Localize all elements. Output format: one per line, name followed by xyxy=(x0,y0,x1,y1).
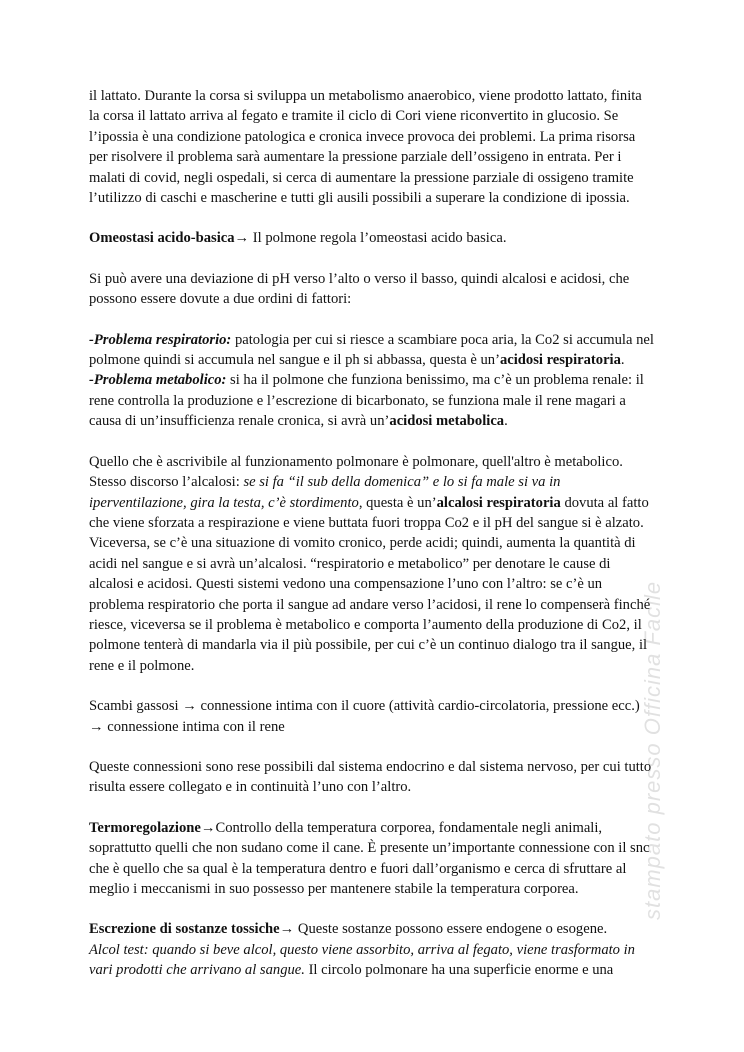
arrow-icon: → xyxy=(200,819,216,836)
paragraph-termoregolazione xyxy=(89,818,655,900)
term-problema-metabolico: -Problema metabolico: xyxy=(89,372,227,389)
text: . xyxy=(620,352,625,369)
paragraph-alcalosi xyxy=(89,452,655,676)
section-title-termoregolazione: Termoregolazione xyxy=(89,819,201,836)
italic-example: se si fa “il sub della domenica” e lo si fa male si va in iperventilazione, gira la testa, c’è stordimento xyxy=(89,474,561,511)
paragraph-escrezione xyxy=(89,919,655,939)
paragraph-alcol-test xyxy=(89,940,655,981)
paragraph-problema-respiratorio xyxy=(89,330,655,371)
section-title-omeostasi: Omeostasi acido-basica xyxy=(89,230,235,247)
paragraph-omeostasi-heading xyxy=(89,228,655,248)
text: , questa è un’ xyxy=(358,494,437,511)
text: Il polmone regola l’omeostasi acido basica. xyxy=(249,230,507,247)
arrow-icon: → xyxy=(279,921,295,938)
text: Si può avere una deviazione di pH verso l’alto o verso il basso, quindi alcalosi e acidosi, che possono essere dovute a due ordini di fattori: xyxy=(89,270,630,308)
text: si ha il polmone che funziona benissimo, ma c’è un problema renale: il rene controlla la produzione e l’escrezione di bicarbonato, se funziona male il rene magari a causa di un’insufficienza renale cronica, si avrà un’ xyxy=(89,372,644,430)
paragraph-scambi-gassosi xyxy=(89,696,655,737)
text: Controllo della temperatura corporea, fondamentale negli animali, soprattutto quelli che non sudano come il cane. È presente un’importante connessione con il snc che è quello che sa qual è la temperatura dentro e fuori dall’organismo e cerca di sfruttare al meglio i meccanismi in suo possesso per mantenere stabile la temperatura corporea. xyxy=(89,819,650,897)
text: Scambi gassosi → connessione intima con il cuore (attività cardio-circolatoria, pressione ecc.) → connessione intima con il rene xyxy=(89,698,640,735)
text: Queste connessioni sono rese possibili dal sistema endocrino e dal sistema nervoso, per cui tutto risulta essere collegato e in continuità l’uno con l’altro. xyxy=(89,758,652,796)
text: Queste sostanze possono essere endogene o esogene. xyxy=(294,921,608,938)
text: patologia per cui si riesce a scambiare poca aria, la Co2 si accumula nel polmone quindi si accumula nel sangue e il ph si abbassa, questa è un’ xyxy=(89,331,654,369)
term-acidosi-metabolica: acidosi metabolica xyxy=(389,413,505,430)
paragraph-deviazione-ph xyxy=(89,269,655,310)
paragraph-problema-metabolico xyxy=(89,370,655,431)
italic-alcol-test: Alcol test: quando si beve alcol, questo viene assorbito, arriva al fegato, viene trasformato in vari prodotti che arrivano al sangue. xyxy=(89,941,635,979)
term-problema-respiratorio: -Problema respiratorio: xyxy=(89,331,232,348)
term-acidosi-respiratoria: acidosi respiratoria xyxy=(499,352,621,369)
text: . xyxy=(504,413,508,430)
text: Quello che è ascrivibile al funzionamento polmonare è polmonare, quell'altro è metabolico. Stesso discorso l’alcalosi: xyxy=(89,453,623,491)
section-title-escrezione: Escrezione di sostanze tossiche xyxy=(89,921,280,938)
paragraph-connessioni xyxy=(89,757,655,798)
document-page xyxy=(89,86,655,981)
paragraph-ipossia xyxy=(89,86,655,208)
text: il lattato. Durante la corsa si sviluppa un metabolismo anaerobico, viene prodotto lattato, finita la corsa il lattato arriva al fegato e tramite il ciclo di Cori viene riconvertito in glucosio. Se l’ipossia è una condizione patologica e cronica invece provoca dei problemi. La prima risorsa per risolvere il problema sarà aumentare la pressione parziale dell’ossigeno in entrata. Per i malati di covid, negli ospedali, si cerca di aumentare la pressione parziale di ossigeno tramite l’utilizzo di caschi e mascherine e tutti gli ausili possibili a superare la condizione di ipossia. xyxy=(89,88,642,207)
term-alcalosi-respiratoria: alcalosi respiratoria xyxy=(436,494,561,511)
arrow-icon: → xyxy=(234,230,250,247)
text: dovuta al fatto che viene sforzata a respirazione e viene buttata fuori troppa Co2 e il pH del sangue si è alzato. Viceversa, se c’è una situazione di vomito cronico, perde acidi; quindi, aumenta la quantità di acidi nel sangue e si avrà un’alcalosi. “respiratorio e metabolico” per denotare le cause di alcalosi e acidosi. Questi sistemi vedono una compensazione l’uno con l’altro: se c’è un problema respiratorio che porta il sangue ad andare verso l’acidosi, il rene lo compenserà finché riesce, viceversa se il problema è metabolico e comporta l’aumento della produzione di Co2, il polmone tenterà di mandarla via il più possibile, per cui c’è un continuo dialogo tra il sangue, il rene e il polmone. xyxy=(89,494,651,674)
text: Il circolo polmonare ha una superficie enorme e una xyxy=(304,962,614,979)
watermark: stampato presso Officina Facile xyxy=(640,580,665,920)
